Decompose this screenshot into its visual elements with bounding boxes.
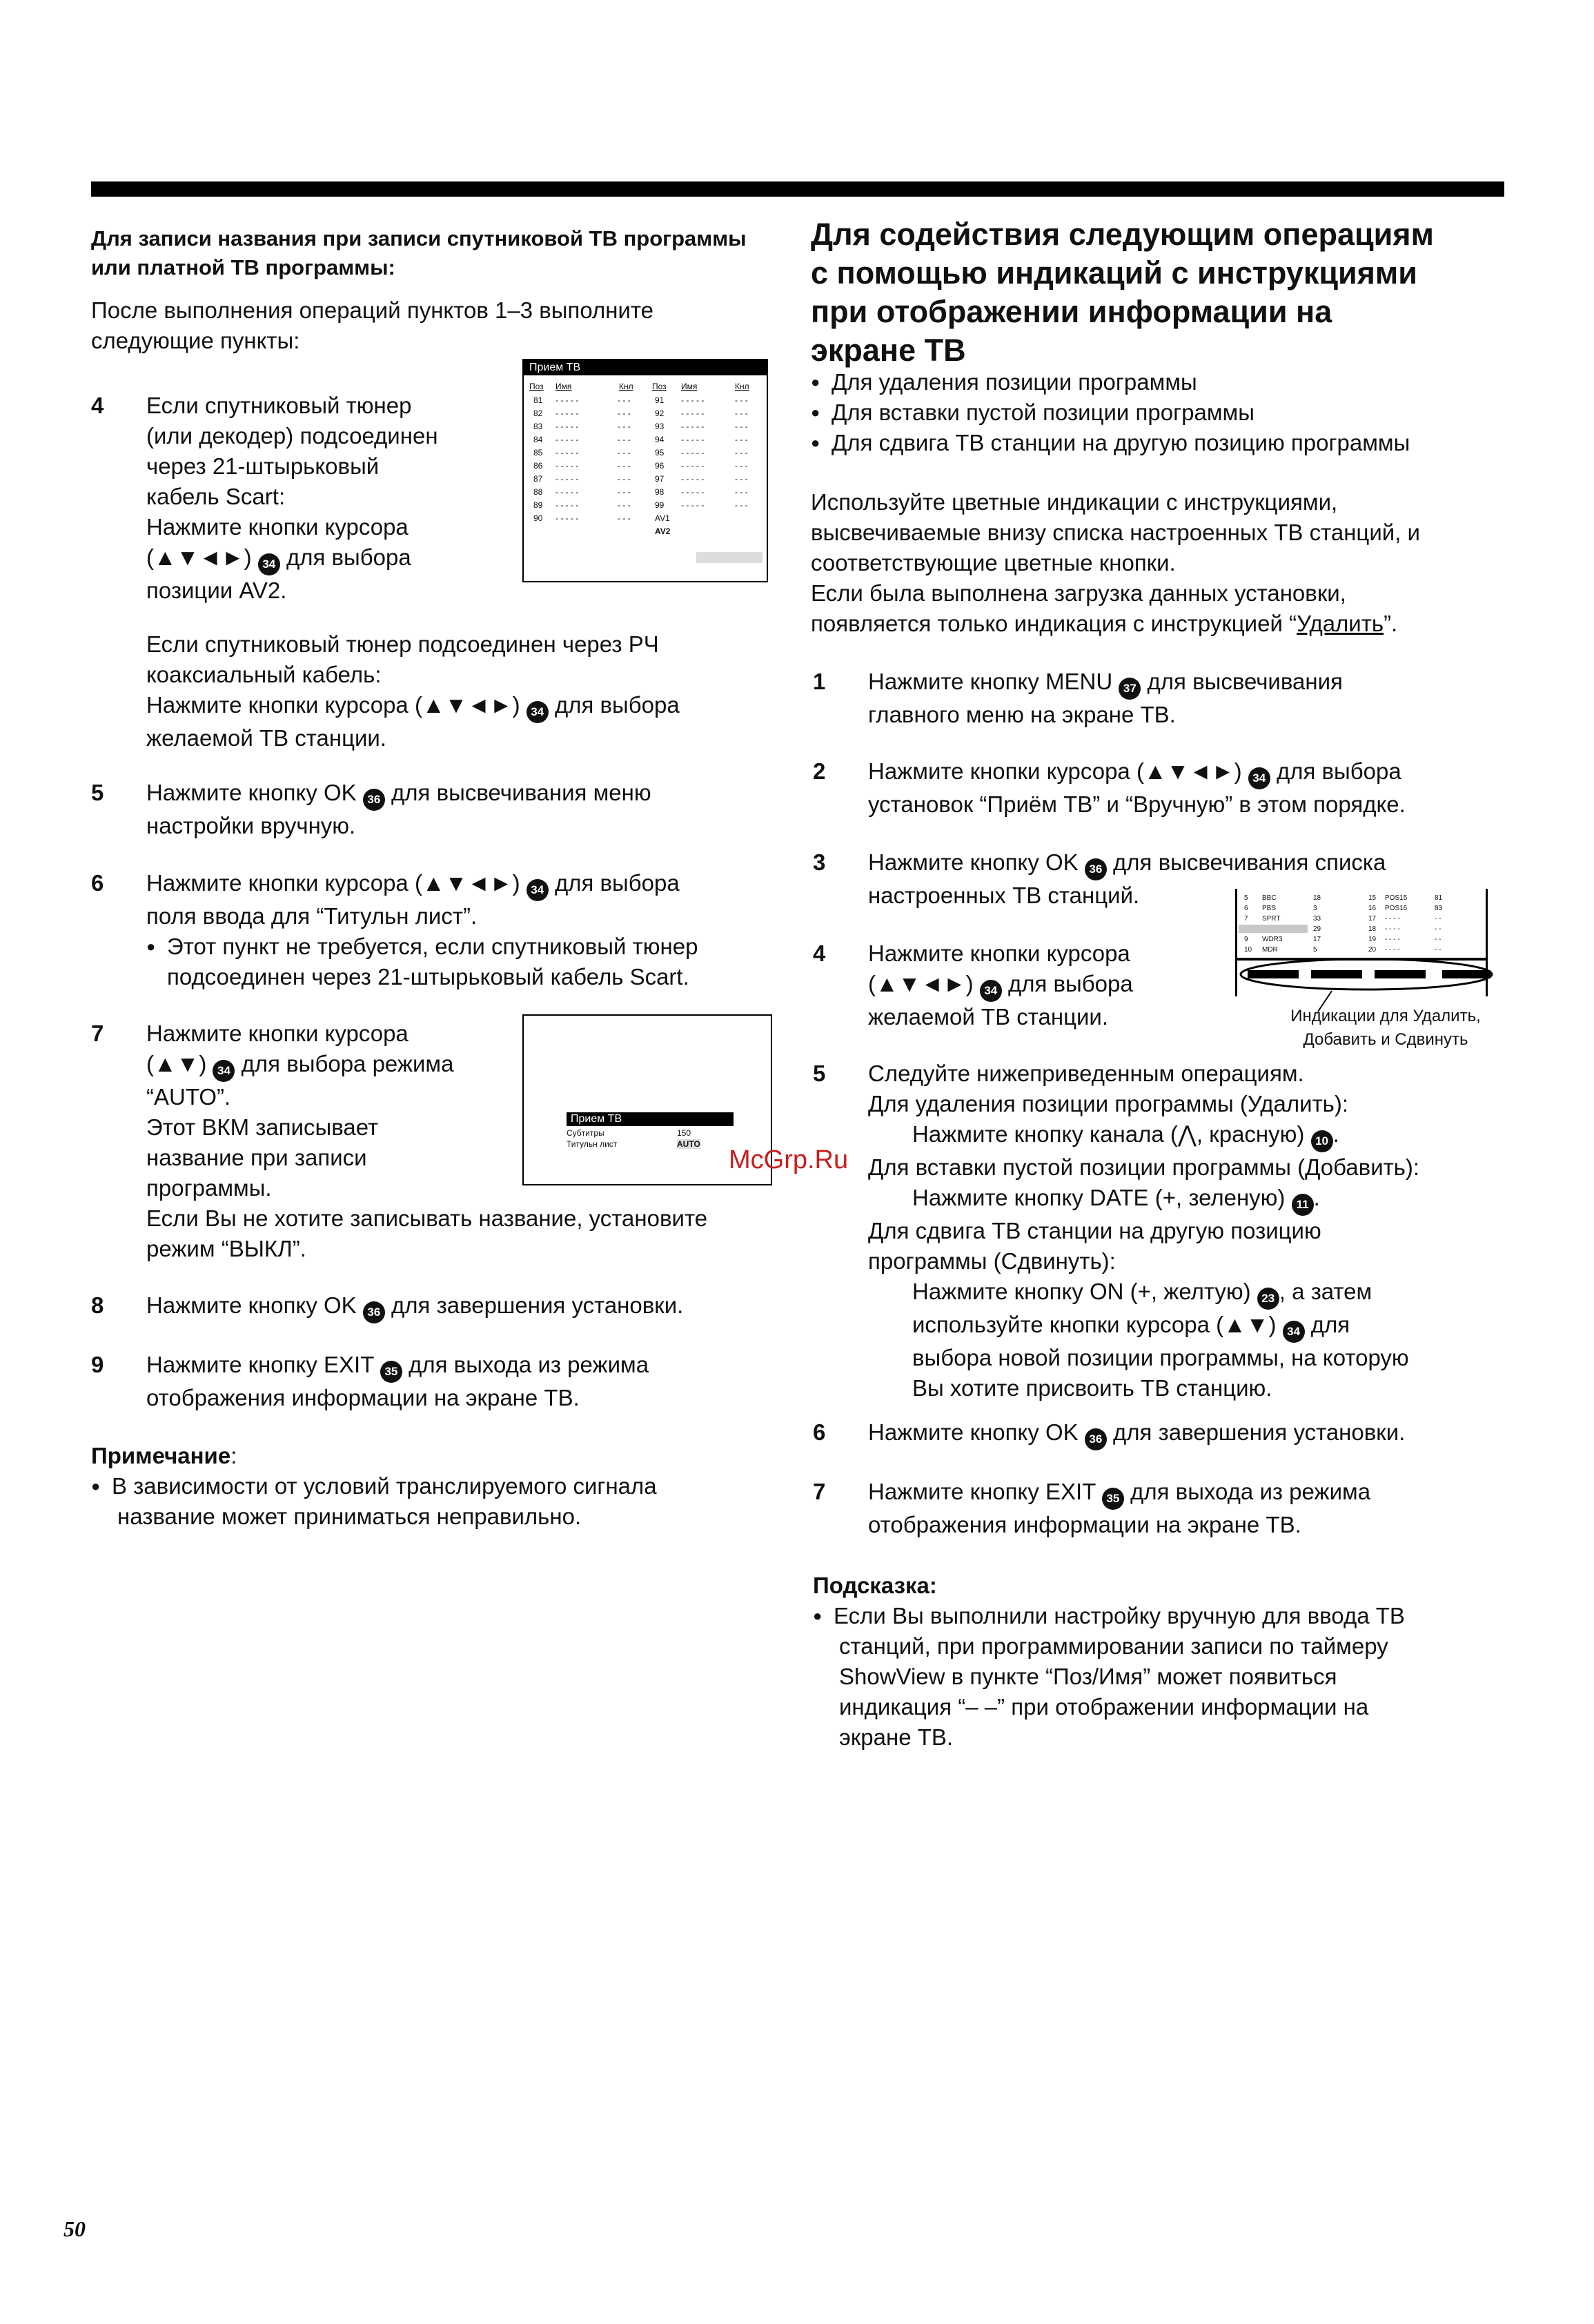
- line: Нажмите кнопки курсора: [146, 514, 409, 540]
- line: [868, 756, 1503, 789]
- bullet-item: [146, 932, 850, 962]
- right-bullets: [811, 367, 1515, 458]
- line: Вы хотите присвоить ТВ станцию.: [912, 1375, 1272, 1401]
- text: используйте кнопки курсора (▲▼): [912, 1312, 1277, 1337]
- line: [868, 1277, 1510, 1310]
- row-name: - - - - -: [681, 448, 705, 457]
- row-name: POS15: [1385, 894, 1408, 902]
- row-channel: 18: [1313, 894, 1321, 902]
- row-channel: - - -: [618, 395, 631, 405]
- row-position: 15: [1368, 894, 1377, 902]
- text: ”.: [1384, 611, 1398, 636]
- row-channel: 83: [1435, 905, 1443, 912]
- row-name: - - - - -: [555, 513, 579, 523]
- line: позиции AV2.: [146, 578, 287, 603]
- row-name: - - - - -: [555, 461, 579, 471]
- section-heading: Для записи названия при записи спутниковой ТВ программы или платной ТВ программы:: [91, 226, 747, 279]
- text: Для удаления позиции программы: [832, 369, 1197, 395]
- row-position: 19: [1368, 936, 1377, 943]
- col-name: Имя: [555, 382, 572, 391]
- bullet-item: [811, 428, 1515, 458]
- line: [868, 847, 1503, 880]
- text: Нажмите кнопки курсора (▲▼◄►): [868, 758, 1242, 784]
- line: “AUTO”.: [146, 1084, 231, 1110]
- button-ref-icon: 36: [1085, 858, 1107, 880]
- line: [146, 1350, 649, 1383]
- text: Нажмите кнопки курсора (▲▼◄►): [146, 692, 520, 718]
- row-channel: - - -: [618, 500, 631, 510]
- row-name: - - - -: [1385, 915, 1400, 923]
- row-position: 10: [1244, 946, 1252, 954]
- row-name: - - - - -: [681, 500, 705, 510]
- text: Нажмите кнопки курсора (▲▼◄►): [146, 870, 520, 896]
- hint-line: ShowView в пункте “Поз/Имя” может появиться: [839, 1664, 1337, 1689]
- line: [868, 1183, 1510, 1216]
- right-step-5: [813, 1058, 1503, 1401]
- row-position: 16: [1368, 905, 1377, 912]
- line: Используйте цветные индикации с инструкциями,: [811, 489, 1338, 515]
- row-name: - - - -: [1385, 936, 1400, 943]
- row-channel: - - -: [618, 408, 631, 418]
- col-ch: Кнл: [619, 382, 633, 391]
- step-number: 6: [813, 1419, 826, 1445]
- col-ch: Кнл: [735, 382, 749, 391]
- line: Следуйте нижеприведенным операциям.: [868, 1061, 1304, 1086]
- row-channel: 5: [1313, 946, 1317, 954]
- text: Нажмите кнопку OK: [868, 849, 1079, 875]
- row-channel: - - -: [618, 487, 631, 497]
- caption-line: Индикации для Удалить,: [1290, 1007, 1481, 1025]
- text: .: [1313, 1185, 1320, 1210]
- row-position: AV2: [655, 526, 671, 536]
- bullet-item: [811, 397, 1515, 428]
- screen-list-table: [524, 375, 767, 580]
- right-step-7: [813, 1477, 1503, 1539]
- row-name: BBC: [1262, 894, 1277, 902]
- text: , а затем: [1279, 1279, 1372, 1304]
- step-text: [146, 1350, 649, 1413]
- right-step-1: [813, 667, 1503, 729]
- button-ref-icon: 10: [1311, 1130, 1333, 1152]
- line: Если спутниковый тюнер: [146, 393, 412, 418]
- line: Нажмите кнопки курсора: [868, 941, 1130, 966]
- title-line: экране ТВ: [811, 333, 966, 368]
- row-position: 85: [533, 448, 543, 457]
- row-value: 150: [677, 1128, 691, 1138]
- selected-row-highlight: [1239, 925, 1308, 933]
- line: установок “Приём ТВ” и “Вручную” в этом порядке.: [868, 791, 1406, 817]
- indicator-caption: [1248, 1005, 1524, 1052]
- button-ref-icon: 34: [527, 701, 549, 723]
- line: отображения информации на экране ТВ.: [868, 1512, 1301, 1537]
- text: Нажмите кнопку EXIT: [868, 1479, 1096, 1504]
- line: Этот ВКМ записывает: [146, 1114, 379, 1140]
- row-name: - - - - -: [555, 487, 579, 497]
- row-name: - - - - -: [555, 408, 579, 418]
- row-channel: - - -: [735, 435, 748, 444]
- row-channel: - - -: [618, 474, 631, 484]
- note-title: Примечание: [91, 1443, 231, 1468]
- line: отображения информации на экране ТВ.: [146, 1385, 580, 1410]
- row-name: - - - - -: [681, 395, 705, 405]
- text: для выхода из режима: [409, 1352, 649, 1377]
- line: (или декодер) подсоединен: [146, 423, 438, 449]
- row-name: - - - - -: [681, 408, 705, 418]
- step-text: [146, 629, 680, 754]
- note-heading: [91, 1441, 836, 1471]
- text: (▲▼): [146, 1051, 207, 1076]
- line: желаемой ТВ станции.: [146, 725, 387, 751]
- row-position: 84: [533, 435, 543, 444]
- button-ref-icon: 11: [1292, 1194, 1314, 1216]
- button-ref-icon: 37: [1119, 678, 1141, 700]
- watermark: McGrp.Ru: [729, 1145, 849, 1174]
- text: (▲▼◄►): [868, 971, 974, 996]
- row-channel: 3: [1313, 905, 1317, 912]
- button-ref-icon: 36: [363, 789, 385, 811]
- left-intro: [91, 295, 754, 356]
- row-position: 83: [533, 422, 543, 431]
- row-name: SPRT: [1262, 915, 1281, 923]
- row-name: - - - - -: [681, 487, 705, 497]
- right-step-2: [813, 756, 1503, 818]
- row-name: PBS: [1262, 905, 1277, 912]
- row-position: 89: [533, 500, 543, 510]
- button-ref-icon: 34: [258, 553, 280, 575]
- row-name: - - - - -: [555, 422, 579, 431]
- row-position: 18: [1368, 925, 1377, 933]
- hint-title: Подсказка:: [813, 1573, 937, 1598]
- left-step-5: [91, 778, 850, 840]
- step-number: 5: [91, 780, 104, 805]
- text: для высвечивания списка: [1113, 849, 1386, 875]
- row-label: Титульн лист: [567, 1139, 618, 1149]
- text: для выбора: [286, 544, 411, 570]
- line: [868, 1119, 1510, 1152]
- page-number: 50: [63, 2216, 86, 2241]
- row-name: - - - -: [1385, 946, 1400, 954]
- line: Если Вы не хотите записывать название, установите: [146, 1205, 708, 1231]
- right-paragraph: [811, 487, 1528, 639]
- row-channel: - - -: [735, 474, 748, 484]
- step-text: [146, 868, 850, 992]
- tv-screen-list: [522, 359, 768, 582]
- left-step-9: [91, 1350, 850, 1412]
- step-number: 2: [813, 758, 826, 784]
- step-text: [868, 756, 1503, 820]
- text: Если Вы выполнили настройку вручную для ввода ТВ: [834, 1603, 1405, 1628]
- line: выбора новой позиции программы, на которую: [912, 1345, 1409, 1370]
- row-channel: - -: [1435, 946, 1442, 954]
- row-value: AUTO: [677, 1139, 700, 1149]
- row-name: - - - - -: [681, 461, 705, 471]
- row-name: - - - - -: [681, 474, 705, 484]
- text: для высвечивания: [1147, 669, 1343, 694]
- line: [146, 868, 850, 901]
- settings-row: [567, 1127, 732, 1139]
- step-number: 3: [813, 849, 826, 875]
- row-position: 6: [1244, 905, 1248, 912]
- text: появляется только индикация с инструкцией “: [811, 611, 1297, 636]
- step-number: 1: [813, 669, 826, 694]
- line: [868, 1477, 1503, 1510]
- row-position: 7: [1244, 915, 1248, 923]
- note-colon: :: [230, 1443, 237, 1468]
- line: [146, 690, 680, 723]
- screen-title: Прием ТВ: [524, 360, 767, 375]
- button-ref-icon: 34: [1283, 1321, 1305, 1343]
- row-name: - - - - -: [555, 448, 579, 457]
- button-ref-icon: 34: [980, 980, 1002, 1002]
- text: Нажмите кнопку MENU: [868, 669, 1113, 694]
- text: .: [1332, 1121, 1339, 1147]
- row-name: POS16: [1385, 905, 1408, 912]
- left-step-8: [91, 1290, 850, 1325]
- row-name: - - - -: [1385, 925, 1400, 933]
- note-line: название может приниматься неправильно.: [117, 1504, 582, 1529]
- row-position: 99: [655, 500, 665, 510]
- bullet-item: [811, 367, 1515, 397]
- step-number: 4: [813, 941, 826, 966]
- line: [146, 778, 651, 811]
- line: [868, 1310, 1510, 1343]
- line: режим “ВЫКЛ”.: [146, 1236, 306, 1261]
- row-channel: - - -: [618, 448, 631, 457]
- text: Нажмите кнопку OK: [146, 780, 357, 805]
- text: Нажмите кнопку канала (⋀, красную): [912, 1121, 1305, 1147]
- row-position: 90: [533, 513, 543, 523]
- button-ref-icon: 34: [1248, 767, 1270, 789]
- hint-line: экране ТВ.: [839, 1724, 954, 1750]
- text: для выбора: [554, 692, 680, 718]
- line: высвечиваемые внизу списка настроенных ТВ станций, и: [811, 520, 1420, 545]
- settings-row: [567, 1139, 732, 1150]
- selection-highlight: [696, 552, 762, 563]
- row-position: 92: [655, 408, 665, 418]
- step-text: [868, 1058, 1510, 1404]
- button-ref-icon: 36: [1085, 1428, 1107, 1450]
- line: [811, 609, 1528, 639]
- row-channel: - -: [1435, 936, 1442, 943]
- text: Этот пункт не требуется, если спутниковый тюнер: [167, 934, 698, 959]
- red-indicator: [1248, 970, 1299, 978]
- col-pos: Поз: [529, 382, 544, 391]
- hint-block: [813, 1570, 1503, 1753]
- step-text: [146, 1290, 683, 1323]
- row-label: Субтитры: [567, 1128, 604, 1138]
- settings-rows: [567, 1127, 732, 1150]
- line: Нажмите кнопки курсора: [146, 1021, 409, 1046]
- line: кабель Scart:: [146, 484, 286, 509]
- line: Если спутниковый тюнер подсоединен через РЧ: [146, 631, 659, 657]
- step-number: 7: [91, 1021, 104, 1046]
- line: подсоединен через 21-штырьковый кабель Scart.: [167, 964, 689, 989]
- row-position: 95: [655, 448, 665, 457]
- step-text: [868, 1477, 1503, 1540]
- line: [868, 969, 1227, 1002]
- row-name: - - - - -: [681, 422, 705, 431]
- button-ref-icon: 35: [1102, 1488, 1124, 1510]
- text: Нажмите кнопку OK: [146, 1292, 357, 1318]
- row-name: - - - - -: [681, 435, 705, 444]
- row-name: - - - - -: [555, 395, 579, 405]
- left-step-4-rf: [91, 629, 850, 754]
- step-text: [868, 667, 1343, 730]
- row-channel: - -: [1435, 925, 1442, 933]
- row-name: - - - - -: [555, 474, 579, 484]
- button-ref-icon: 36: [363, 1301, 385, 1323]
- line: название при записи: [146, 1145, 367, 1170]
- text: для выхода из режима: [1130, 1479, 1371, 1504]
- text: для выбора: [1007, 971, 1133, 996]
- row-channel: - - -: [618, 461, 631, 471]
- row-channel: 29: [1313, 925, 1321, 933]
- line: главного меню на экране ТВ.: [868, 702, 1176, 727]
- line: через 21-штырьковый: [146, 453, 380, 479]
- row-position: 17: [1368, 915, 1377, 923]
- row-position: 94: [655, 435, 665, 444]
- text: Нажмите кнопку DATE (+, зеленую): [912, 1185, 1286, 1210]
- left-step-6: [91, 868, 850, 992]
- line: программы (Сдвинуть):: [868, 1248, 1116, 1274]
- colour-indicator-bar: [1235, 945, 1497, 1014]
- button-ref-icon: 35: [380, 1361, 402, 1383]
- text: Нажмите кнопку EXIT: [146, 1352, 374, 1377]
- step-text: [146, 778, 651, 841]
- right-step-4: [813, 938, 1227, 1035]
- note-item: [91, 1471, 836, 1501]
- row-position: 9: [1244, 936, 1248, 943]
- line: Для удаления позиции программы (Удалить):: [868, 1091, 1349, 1116]
- step-number: 5: [813, 1061, 826, 1086]
- col-name: Имя: [681, 382, 698, 391]
- text: Нажмите кнопку OK: [868, 1419, 1079, 1445]
- row-position: 5: [1244, 894, 1248, 902]
- row-name: - - - - -: [555, 435, 579, 444]
- row-channel: - - -: [618, 435, 631, 444]
- row-position: 91: [655, 395, 665, 405]
- screen-title: Прием ТВ: [567, 1112, 734, 1126]
- row-position: 97: [655, 474, 665, 484]
- row-name: WDR3: [1262, 936, 1283, 943]
- text: Для сдвига ТВ станции на другую позицию программы: [832, 430, 1410, 455]
- row-channel: - - -: [618, 513, 631, 523]
- left-heading: [91, 224, 781, 282]
- row-channel: - - -: [735, 487, 748, 497]
- row-channel: - - -: [735, 448, 748, 457]
- row-channel: - - -: [735, 422, 748, 431]
- row-position: 86: [533, 461, 543, 471]
- line: желаемой ТВ станции.: [868, 1004, 1109, 1030]
- row-channel: 33: [1313, 915, 1321, 923]
- line: соответствующие цветные кнопки.: [811, 550, 1176, 575]
- row-channel: 17: [1313, 936, 1321, 943]
- title-line: с помощью индикаций с инструкциями: [811, 255, 1417, 290]
- text: для выбора: [1276, 758, 1401, 784]
- step-text: [146, 391, 438, 606]
- text: Для вставки пустой позиции программы: [832, 400, 1254, 425]
- line: [146, 542, 438, 575]
- row-channel: - - -: [735, 500, 748, 510]
- blue-indicator: [1442, 970, 1490, 978]
- step-text: [868, 1417, 1503, 1450]
- row-position: 93: [655, 422, 665, 431]
- line: [868, 667, 1343, 700]
- green-indicator: [1311, 970, 1362, 978]
- hint-line: индикация “– –” при отображении информации на: [839, 1694, 1369, 1720]
- row-position: 98: [655, 487, 665, 497]
- text: для завершения установки.: [391, 1292, 684, 1318]
- step-number: 9: [91, 1352, 104, 1377]
- row-channel: 81: [1435, 894, 1443, 902]
- text: для завершения установки.: [1113, 1419, 1406, 1445]
- step-number: 8: [91, 1292, 104, 1318]
- title-line: Для содействия следующим операциям: [811, 217, 1434, 252]
- title-line: при отображении информации на: [811, 294, 1332, 329]
- top-rule: [91, 181, 1504, 197]
- hint-item: [813, 1601, 1503, 1631]
- text: для высвечивания меню: [391, 780, 651, 805]
- right-title: [811, 215, 1515, 370]
- button-ref-icon: 23: [1257, 1288, 1279, 1310]
- col-pos: Поз: [652, 382, 667, 391]
- row-position: 81: [533, 395, 543, 405]
- underlined-text: Удалить: [1297, 611, 1384, 636]
- row-position: 88: [533, 487, 543, 497]
- text: для выбора режима: [241, 1051, 454, 1076]
- step-number: 7: [813, 1479, 826, 1504]
- row-channel: - - -: [735, 461, 748, 471]
- line: программы.: [146, 1175, 272, 1201]
- intro-text: После выполнения операций пунктов 1–3 выполните следующие пункты:: [91, 297, 654, 353]
- line: настройки вручную.: [146, 813, 356, 838]
- row-position: 96: [655, 461, 665, 471]
- right-step-6: [813, 1417, 1503, 1452]
- cursor-keys: (▲▼◄►): [146, 544, 252, 570]
- row-position: 20: [1368, 946, 1377, 954]
- row-channel: - - -: [735, 408, 748, 418]
- caption-line: Добавить и Сдвинуть: [1303, 1030, 1468, 1049]
- line: Если была выполнена загрузка данных установки,: [811, 580, 1346, 606]
- text: для выбора: [554, 870, 680, 896]
- button-ref-icon: 34: [213, 1060, 235, 1082]
- button-ref-icon: 34: [527, 879, 549, 901]
- row-name: MDR: [1262, 946, 1278, 954]
- note-block: [91, 1441, 836, 1532]
- step-text: [868, 938, 1227, 1032]
- row-name: - - - - -: [555, 500, 579, 510]
- line: поля ввода для “Титульн лист”.: [146, 903, 478, 929]
- text: для: [1310, 1312, 1350, 1337]
- step-number: 6: [91, 870, 104, 896]
- line: Для сдвига ТВ станции на другую позицию: [868, 1218, 1321, 1243]
- row-channel: - -: [1435, 915, 1442, 923]
- yellow-indicator: [1375, 970, 1426, 978]
- line: коаксиальный кабель:: [146, 662, 382, 687]
- hint-line: станций, при программировании записи по таймеру: [839, 1633, 1388, 1659]
- text: Нажмите кнопку ON (+, желтую): [912, 1279, 1251, 1304]
- line: Для вставки пустой позиции программы (Добавить):: [868, 1154, 1420, 1180]
- row-channel: - - -: [618, 422, 631, 431]
- row-position: 87: [533, 474, 543, 484]
- text: В зависимости от условий транслируемого сигнала: [112, 1473, 657, 1499]
- step-number: 4: [91, 393, 104, 418]
- row-channel: - - -: [735, 395, 748, 405]
- line: настроенных ТВ станций.: [868, 883, 1140, 908]
- row-position: 82: [533, 408, 543, 418]
- row-position: AV1: [655, 513, 670, 523]
